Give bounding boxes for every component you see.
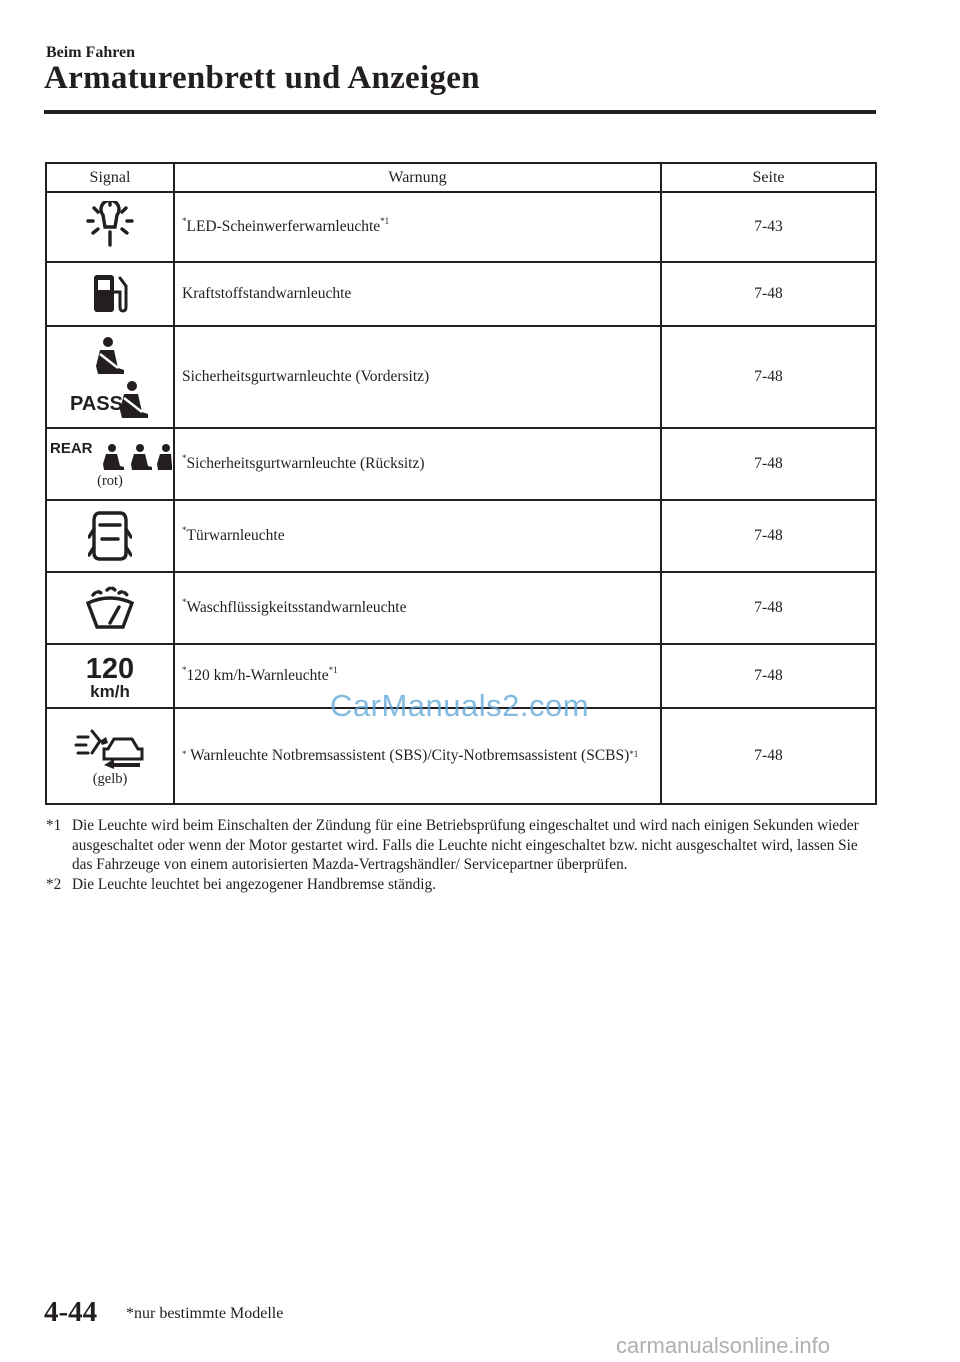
- signal-cell: [46, 326, 174, 428]
- page-title: Armaturenbrett und Anzeigen: [44, 60, 480, 96]
- fuel-pump-icon: [90, 272, 130, 316]
- footnote-mark: *2: [46, 875, 62, 893]
- signal-cell: [46, 428, 174, 500]
- warning-cell: *Sicherheitsgurtwarnleuchte (Rücksitz): [174, 428, 661, 500]
- page-cell: 7-48: [661, 500, 876, 572]
- page-cell: 7-43: [661, 192, 876, 262]
- signal-cell: [46, 644, 174, 708]
- page-number: 4-44: [44, 1296, 98, 1328]
- page-cell: 7-48: [661, 262, 876, 326]
- page-cell: 7-48: [661, 326, 876, 428]
- icon-caption: (rot): [97, 472, 123, 489]
- seatbelt-front-pass-icon: [70, 336, 150, 418]
- page-cell: 7-48: [661, 644, 876, 708]
- icon-caption: (gelb): [92, 770, 128, 787]
- speed-unit: km/h: [90, 682, 130, 700]
- table-row: [46, 326, 876, 428]
- door-open-icon: [88, 509, 132, 563]
- header-signal: Signal: [46, 163, 174, 192]
- seatbelt-rear-icon: [48, 439, 172, 471]
- table-row: [46, 192, 876, 262]
- table-row: [46, 428, 876, 500]
- led-headlight-warning-icon: [82, 201, 138, 253]
- warning-cell: *120 km/h-Warnleuchte$^{*1}$: [174, 644, 661, 708]
- footnote-text: Die Leuchte leuchtet bei angezogener Handbremse ständig.: [72, 875, 436, 893]
- signal-cell: [46, 262, 174, 326]
- table-header-row: [46, 163, 876, 192]
- pass-label: PASS: [70, 393, 123, 415]
- warning-cell: *LED-Scheinwerferwarnleuchte$^{*1}$: [174, 192, 661, 262]
- footnote-text: Die Leuchte wird beim Einschalten der Zündung für eine Betriebsprüfung eingeschaltet und wird nach einigen Sekunden wieder ausgeschaltet oder wenn der Motor gestartet wird. Falls die Leuchte nicht eingeschaltet bzw. nicht ausgeschaltet wird, lassen Sie das Fahrzeuge von einem autorisierten Mazda-Vertragshändler/ Servicepartner überprüfen.: [72, 817, 859, 873]
- footer-site: carmanualsonline.info: [616, 1333, 831, 1358]
- washer-fluid-icon: [85, 585, 135, 631]
- speed-value: 120: [85, 653, 135, 685]
- footnote: [46, 875, 876, 895]
- title-rule: [44, 110, 876, 114]
- rear-label: REAR: [50, 439, 93, 457]
- section-label: Beim Fahren: [46, 44, 136, 61]
- page-cell: 7-48: [661, 572, 876, 644]
- page-cell: 7-48: [661, 708, 876, 804]
- warning-cell: *Türwarnleuchte: [174, 500, 661, 572]
- table-row: [46, 500, 876, 572]
- footnotes: [46, 816, 876, 894]
- header-warning: Warnung: [174, 163, 661, 192]
- footnote: [46, 816, 876, 875]
- warning-cell: *Waschflüssigkeitsstandwarnleuchte: [174, 572, 661, 644]
- watermark: CarManuals2.com: [330, 688, 590, 723]
- warning-cell: * Warnleuchte Notbremsassistent (SBS)/City-Notbremsassistent (SCBS)$^{*1}$: [174, 708, 661, 804]
- signal-cell: [46, 500, 174, 572]
- speed-120-kmh-icon: [80, 652, 140, 700]
- header-page: Seite: [661, 163, 876, 192]
- page-cell: 7-48: [661, 428, 876, 500]
- signal-cell: [46, 192, 174, 262]
- table-row: [46, 572, 876, 644]
- table-row: [46, 262, 876, 326]
- signal-cell: [46, 708, 174, 804]
- warning-cell: Sicherheitsgurtwarnleuchte (Vordersitz): [174, 326, 661, 428]
- brake-assist-icon: [74, 725, 146, 769]
- footer-note: *nur bestimmte Modelle: [126, 1305, 284, 1322]
- footnote-mark: *1: [46, 817, 62, 834]
- signal-cell: [46, 572, 174, 644]
- warning-cell: Kraftstoffstandwarnleuchte: [174, 262, 661, 326]
